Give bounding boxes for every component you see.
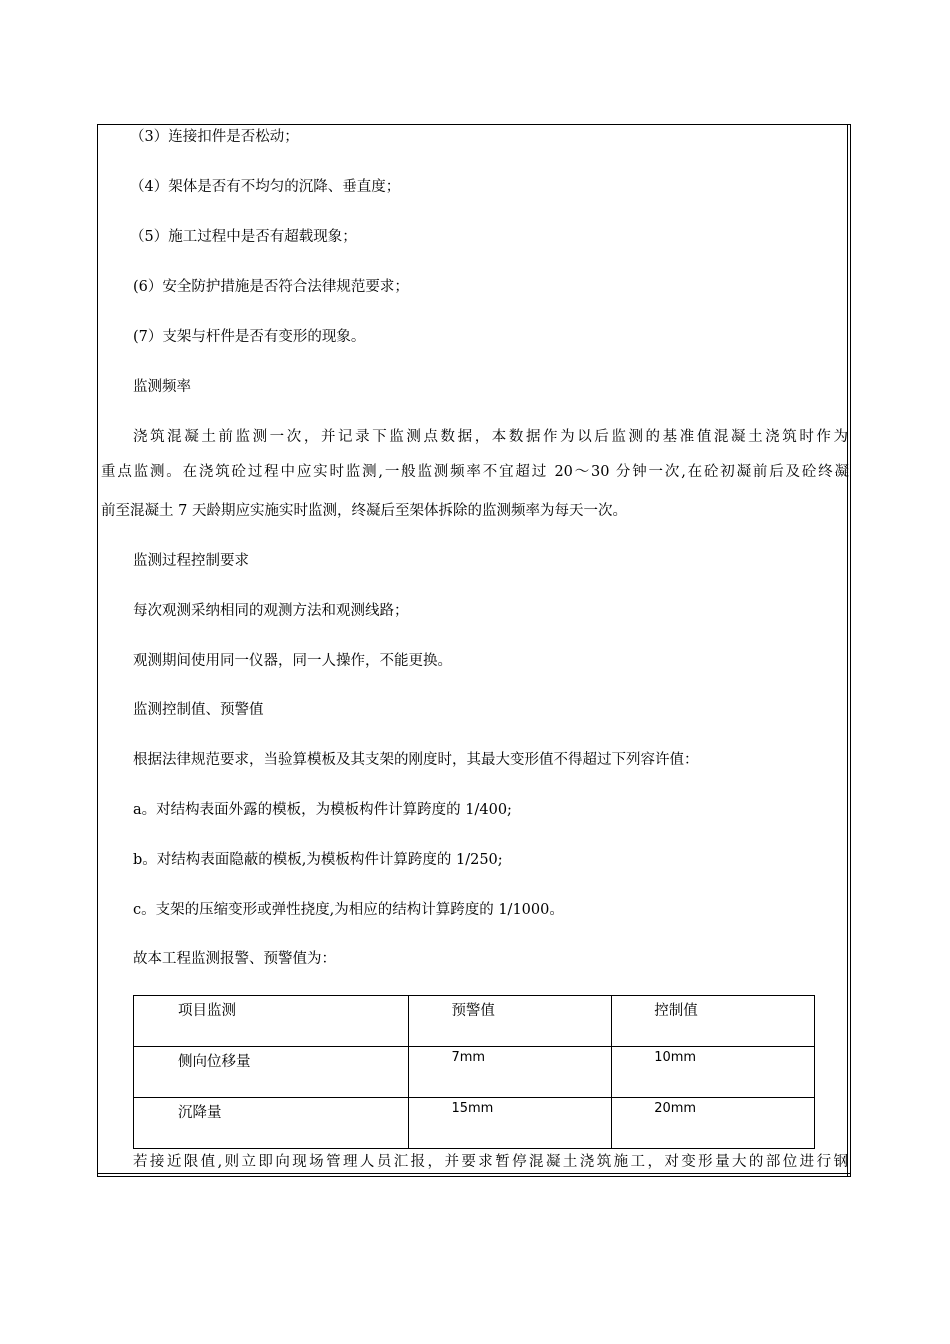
heading-monitoring-frequency: 监测频率 (133, 379, 191, 395)
frequency-paragraph-line-1: 浇筑混凝土前监测一次，并记录下监测点数据，本数据作为以后监测的基准值混凝土浇筑时作为 (133, 429, 848, 445)
allowable-value-a: a。对结构表面外露的模板，为模板构件计算跨度的 1/400; (133, 802, 512, 818)
table-header-cell: 控制值 (612, 996, 815, 1047)
check-item-4: （4）架体是否有不均匀的沉降、垂直度； (130, 179, 401, 195)
allowable-value-c: c。支架的压缩变形或弹性挠度,为相应的结构计算跨度的 1/1000。 (133, 902, 564, 918)
table-cell: 沉降量 (134, 1098, 409, 1149)
table-cell: 10mm (612, 1047, 815, 1098)
table-cell: 20mm (612, 1098, 815, 1149)
requirement-2: 观测期间使用同一仪器，同一人操作，不能更换。 (133, 653, 452, 669)
alarm-values-table (133, 995, 815, 1149)
frame-inner-border-bottom (98, 1173, 850, 1174)
table-cell: 7mm (409, 1047, 612, 1098)
check-item-3: （3）连接扣件是否松动； (130, 129, 299, 145)
allowable-values-intro: 根据法律规范要求，当验算模板及其支架的刚度时，其最大变形值不得超过下列容许值： (133, 752, 699, 768)
frame-inner-border-right (847, 125, 848, 1176)
table-row (134, 1098, 815, 1149)
table-header-cell: 项目监测 (134, 996, 409, 1047)
table-row (134, 1047, 815, 1098)
requirement-1: 每次观测采纳相同的观测方法和观测线路； (133, 603, 409, 619)
check-item-5: （5）施工过程中是否有超载现象； (130, 229, 357, 245)
frequency-paragraph-line-3: 前至混凝土 7 天龄期应实施实时监测，终凝后至架体拆除的监测频率为每天一次。 (101, 503, 627, 519)
escalation-paragraph-line-1: 若接近限值,则立即向现场管理人员汇报，并要求暂停混凝土浇筑施工，对变形量大的部位进行钢 (133, 1154, 848, 1170)
check-item-7: (7）支架与杆件是否有变形的现象。 (133, 329, 366, 345)
table-header-cell: 预警值 (409, 996, 612, 1047)
check-item-6: (6）安全防护措施是否符合法律规范要求； (133, 279, 409, 295)
frequency-paragraph-line-2: 重点监测。在浇筑砼过程中应实时监测,一般监测频率不宜超过 20～30 分钟一次,在砼初凝前后及砼终凝 (101, 464, 849, 480)
table-header-row (134, 996, 815, 1047)
table-cell: 15mm (409, 1098, 612, 1149)
allowable-value-b: b。对结构表面隐蔽的模板,为模板构件计算跨度的 1/250; (133, 852, 503, 868)
heading-process-control: 监测过程控制要求 (133, 553, 249, 569)
table-cell: 侧向位移量 (134, 1047, 409, 1098)
alarm-values-intro: 故本工程监测报警、预警值为： (133, 951, 336, 967)
heading-control-values: 监测控制值、预警值 (133, 702, 264, 718)
